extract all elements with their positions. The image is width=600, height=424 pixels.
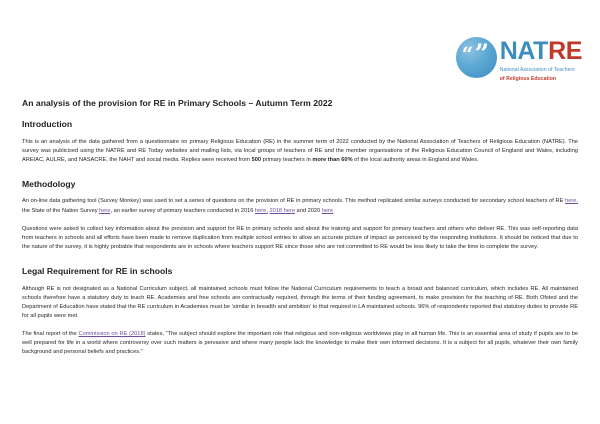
section-heading-methodology: Methodology	[22, 179, 76, 190]
quote-glyph-left: “	[461, 42, 474, 66]
link-2020-survey[interactable]: here	[321, 207, 334, 214]
logo-word-re: RE	[548, 37, 582, 65]
quote-glyph-right: ”	[474, 39, 490, 68]
link-commission-on-re-2018[interactable]: Commission on RE (2018)	[78, 331, 146, 338]
logo-word-nat: NAT	[499, 37, 549, 65]
section-heading-legal-requirement: Legal Requirement for RE in schools	[22, 266, 173, 277]
natre-logo	[456, 36, 582, 84]
method-text-e: and 2020	[294, 207, 322, 214]
document-content	[22, 98, 578, 358]
methodology-paragraph-2: Questions were asked to collect key information about the provision and support for RE in primary schools and about the training and support for primary teachers and others who deliver RE. This was self-reporting data from teachers in schools and all efforts have been made to remove duplication from multiple school entries to allow an accurate picture of impact as perceived by the responding institutions. It should be noticed that due to the nature of the survey, it is highly probable that respondents are in schools where teachers support RE since those who are not committed to RE would be less likely to take the time to complete the survey.	[22, 225, 578, 251]
legal-text-a: The final report of the	[22, 331, 79, 338]
method-text-c: , an earlier survey of primary teachers conducted in 2016	[110, 207, 255, 214]
method-text-a: An on-line data gathering tool (Survey Monkey) was used to set a series of questions on the provision of RE in primary schools. This method replicated similar surveys conducted for secondary school teachers of RE	[22, 198, 566, 205]
link-state-of-the-nation[interactable]: here	[99, 207, 111, 214]
link-2016-survey[interactable]: here,	[254, 207, 268, 214]
logo-tagline-line1: National Association of Teachers	[499, 66, 575, 73]
logo-tagline-line2: of Religious Education	[499, 76, 557, 83]
legal-paragraph-2	[22, 330, 578, 357]
legal-text-b: states, “The subject should explore the important role that religious and non-religious worldviews play in all human life. This is an essential area of study if pupils are to be well prepared for life in a world where controversy over such matters is pervasive and where many people lack the knowledge to make their own informed decisions. It is a subject for all pupils, whatever their own family background and personal beliefs and practices.”	[22, 331, 578, 356]
intro-text-a: This is an analysis of the data gathered from a questionnaire on primary Religious Education (RE) in the summer term of 2022 conducted by the National Association of Teachers of Religious Education (NATRE). The survey was publicised using the NATRE and RE Today websites and mailing lists, via local groups of teachers of RE and the member organisations of the Religious Education Council of England and Wales, including AREIAC, AULRE, and NASACRE, the NAHT and social media. Replies were received from	[22, 138, 578, 163]
quotation-marks-circle-icon	[456, 37, 497, 78]
intro-text-b: primary teachers in	[261, 156, 313, 163]
intro-coverage-percent: more than 60%	[312, 156, 353, 163]
methodology-paragraph-1	[22, 197, 578, 215]
intro-text-c: of the local authority areas in England and Wales.	[352, 156, 479, 163]
section-heading-introduction: Introduction	[22, 119, 73, 130]
legal-paragraph-1: Although RE is not designated as a National Curriculum subject, all maintained schools must follow the National Curriculum requirements to teach a broad and balanced curriculum, which includes RE. All maintained schools therefore have a statutory duty to teach RE. Academies and free schools are contractually required, through the terms of their funding agreement, to make provision for the teaching of RE. Both Ofsted and the Department of Education have stated that the RE curriculum in Academies must be ‘similar in breadth and ambition’ to that required in LA maintained schools. 96% of respondents reported that statutory duties to provide RE for all pupils were met.	[22, 285, 579, 319]
link-2018-survey[interactable]: 2018 here	[269, 207, 295, 214]
page-title: An analysis of the provision for RE in Primary Schools – Autumn Term 2022	[22, 98, 333, 108]
introduction-paragraph	[22, 138, 578, 165]
logo-wordmark	[500, 36, 582, 83]
method-text-b: the State of the Nation Survey	[22, 207, 100, 214]
link-secondary-survey[interactable]: here,	[565, 198, 578, 205]
logo-word-row	[500, 39, 582, 64]
intro-respondent-count: 500	[251, 156, 262, 163]
